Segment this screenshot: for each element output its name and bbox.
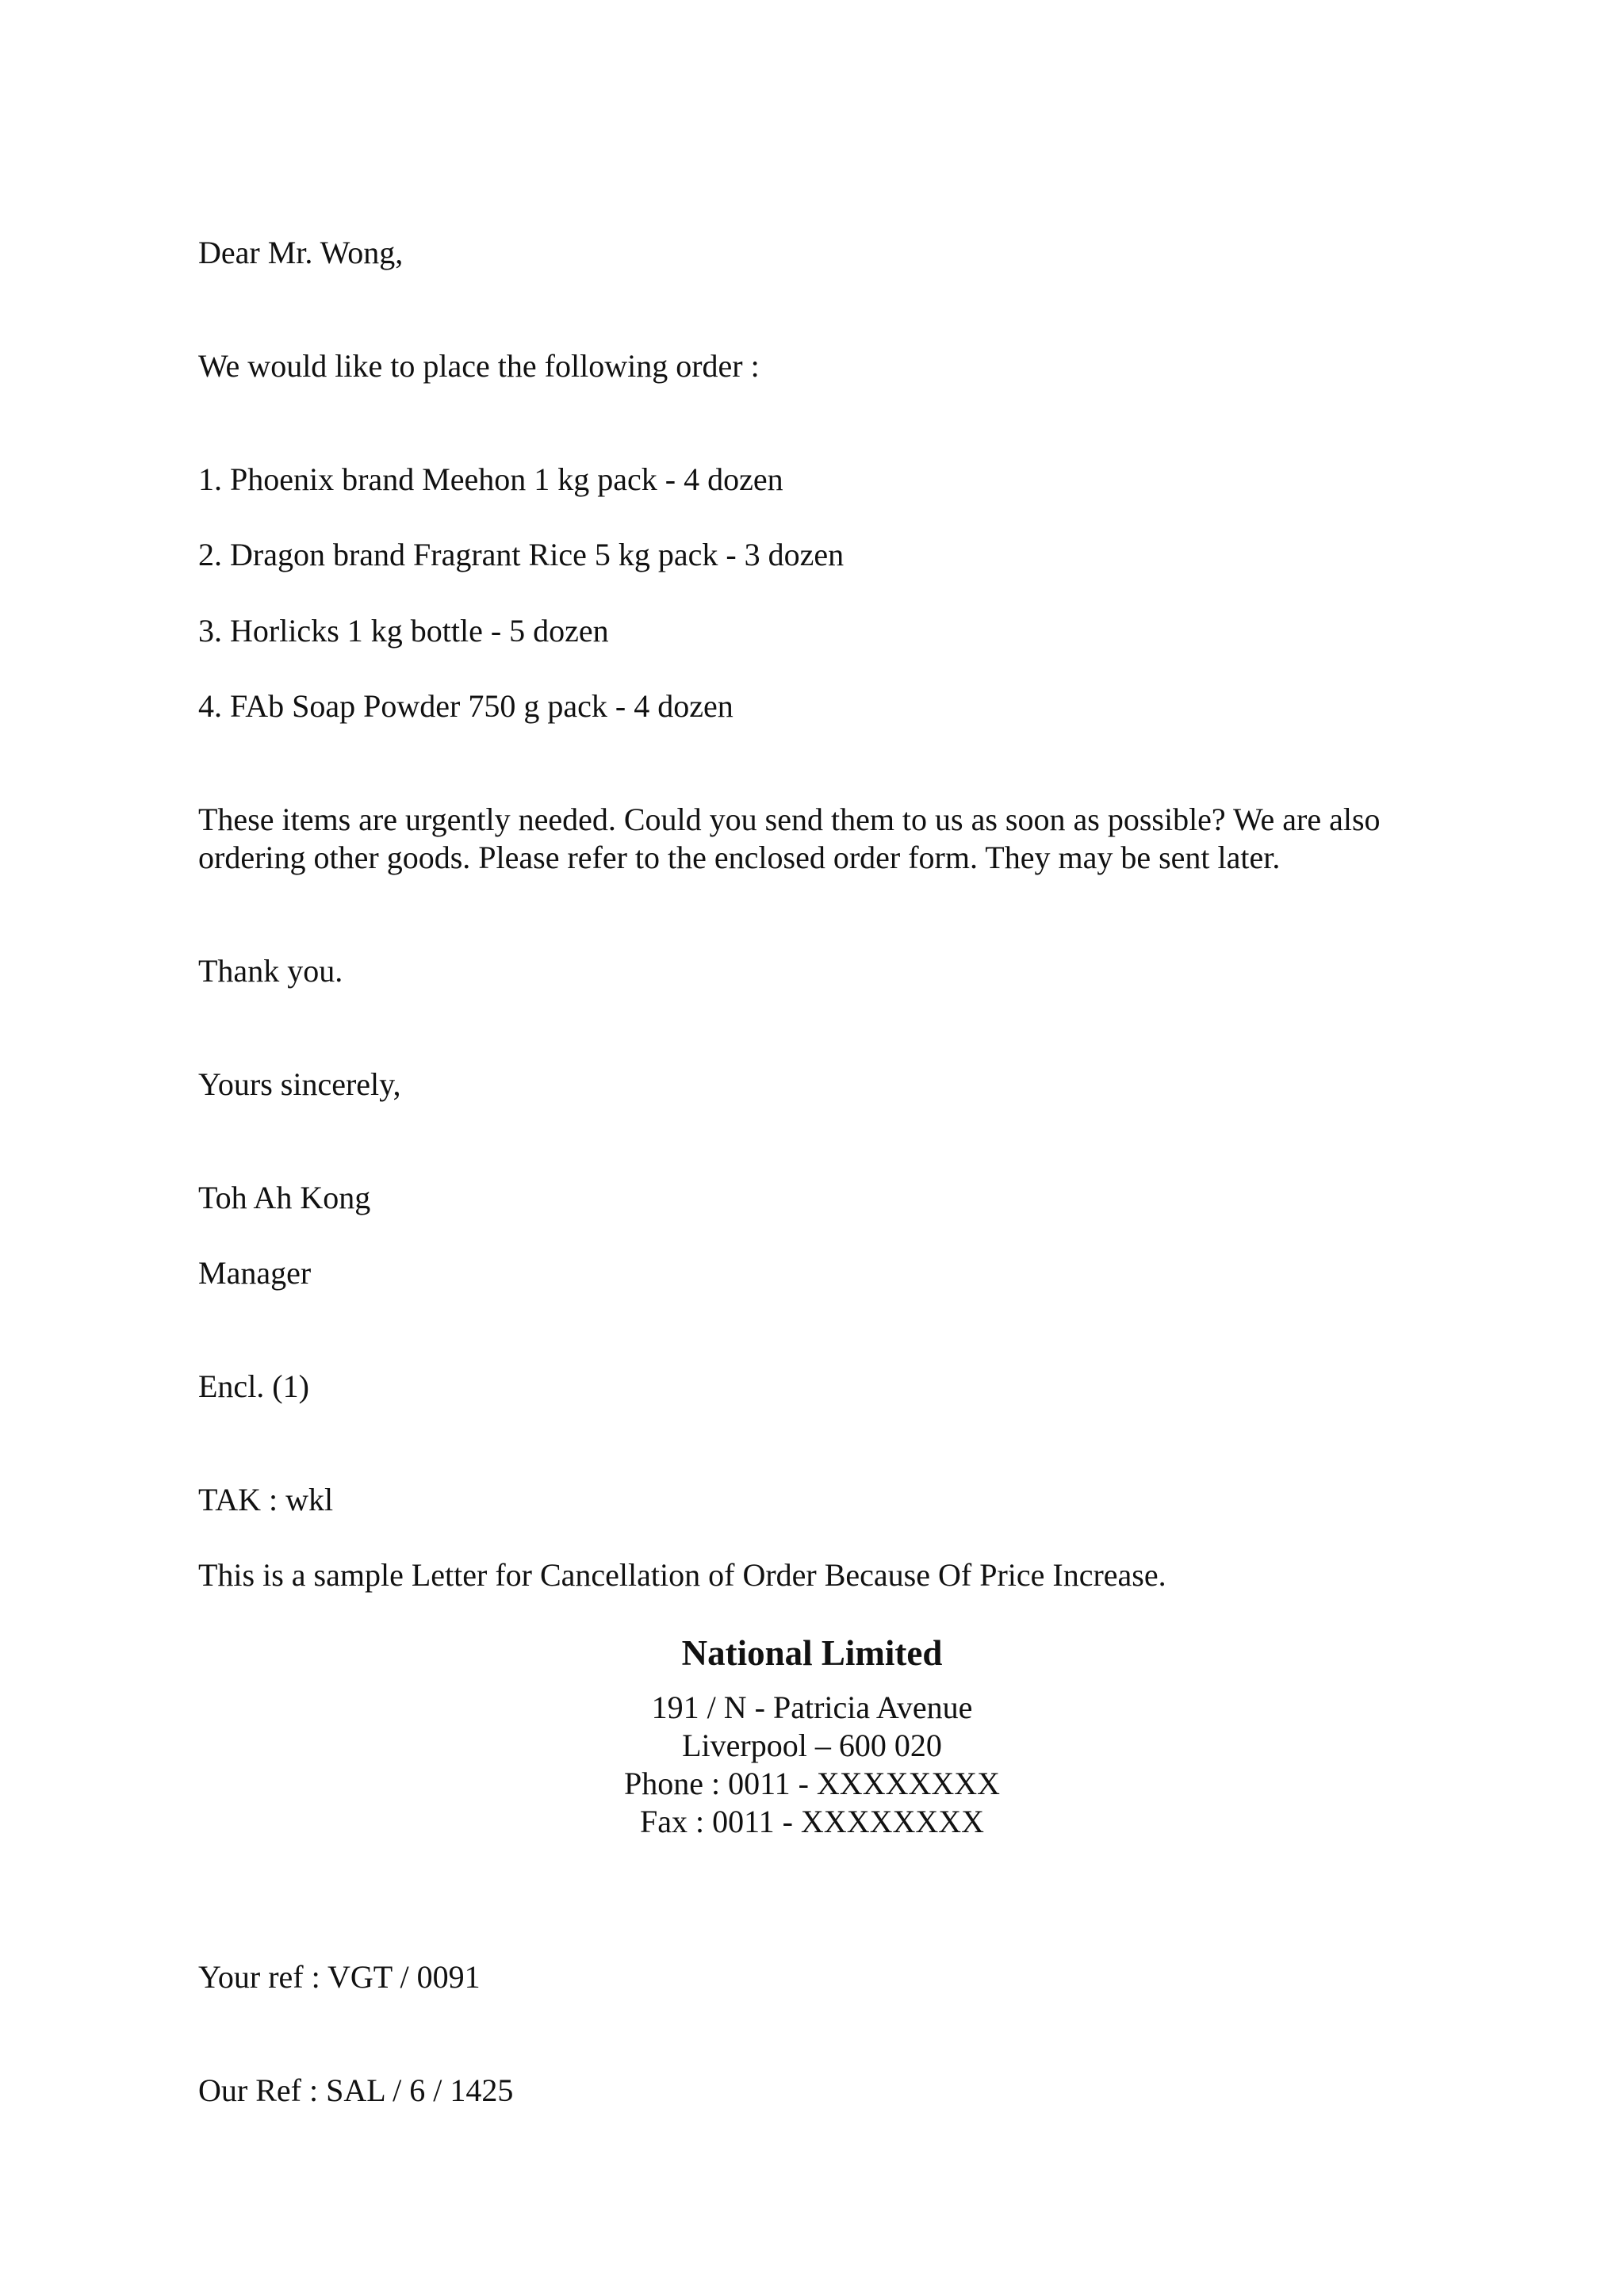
order-item: 3. Horlicks 1 kg bottle - 5 dozen [198, 613, 609, 649]
body-paragraph-line: ordering other goods. Please refer to the enclosed order form. They may be sent later. [198, 840, 1281, 875]
thanks-line: Thank you. [198, 953, 343, 989]
fax-line: Fax : 0011 - XXXXXXXX [639, 1804, 985, 1839]
address-line: 191 / N - Patricia Avenue [651, 1689, 973, 1725]
order-item: 2. Dragon brand Fragrant Rice 5 kg pack - 3 dozen [198, 537, 845, 572]
phone-line: Phone : 0011 - XXXXXXXX [623, 1766, 1001, 1801]
signatory-name: Toh Ah Kong [198, 1180, 371, 1215]
order-intro: We would like to place the following order : [198, 348, 760, 384]
body-paragraph-line: These items are urgently needed. Could you send them to us as soon as possible? We are also [198, 802, 1381, 837]
order-item: 1. Phoenix brand Meehon 1 kg pack - 4 dozen [198, 461, 783, 497]
our-reference: Our Ref : SAL / 6 / 1425 [198, 2072, 514, 2108]
your-reference: Your ref : VGT / 0091 [198, 1959, 481, 1995]
company-name: National Limited [681, 1633, 943, 1673]
enclosure-line: Encl. (1) [198, 1368, 309, 1404]
reference-initials: TAK : wkl [198, 1482, 334, 1517]
address-line: Liverpool – 600 020 [682, 1728, 942, 1763]
closing-line: Yours sincerely, [198, 1066, 401, 1102]
salutation: Dear Mr. Wong, [198, 235, 404, 270]
signatory-title: Manager [198, 1255, 312, 1291]
order-item: 4. FAb Soap Powder 750 g pack - 4 dozen [198, 688, 733, 724]
sample-note: This is a sample Letter for Cancellation of Order Because Of Price Increase. [198, 1557, 1166, 1593]
